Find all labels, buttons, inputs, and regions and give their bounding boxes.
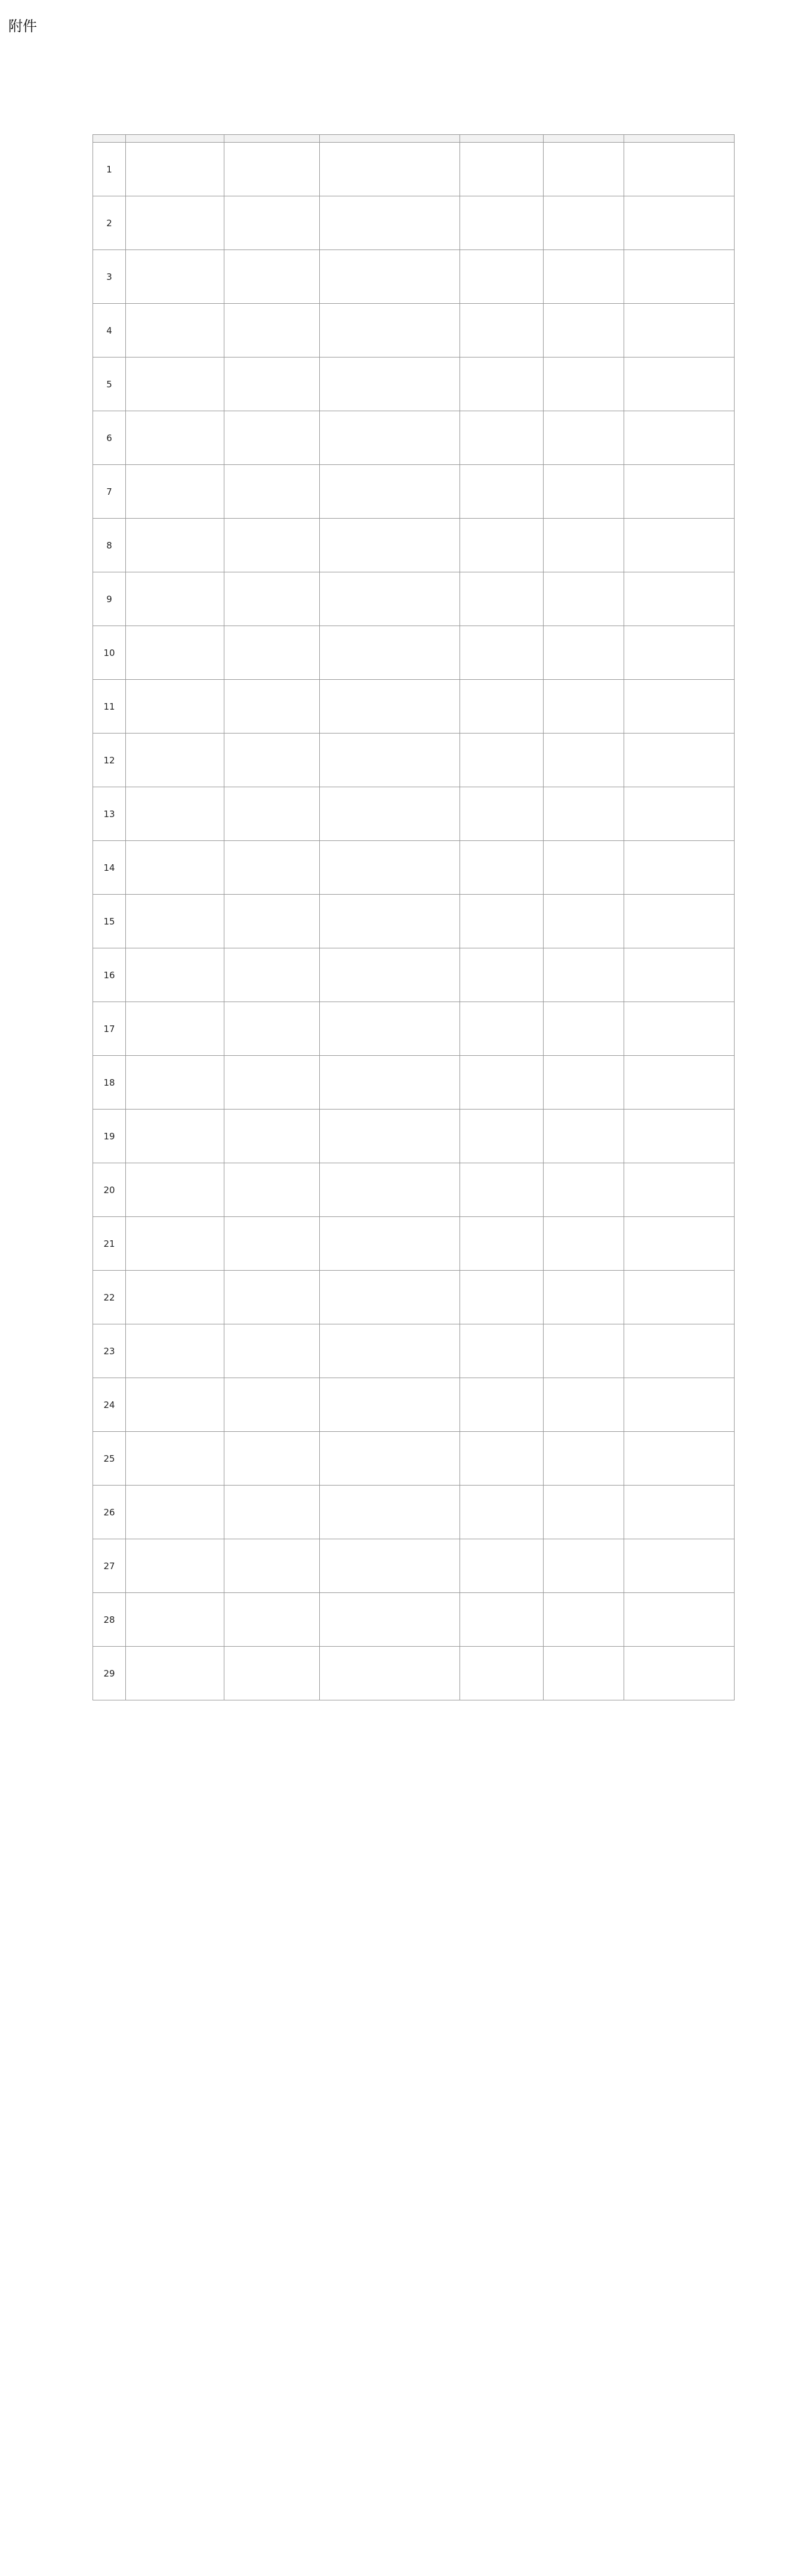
cell-stop-type <box>544 1056 624 1110</box>
cell-company <box>126 1486 224 1539</box>
cell-company <box>126 1217 224 1271</box>
cell-scope <box>320 626 460 680</box>
cell-stop-time <box>624 1378 735 1432</box>
table-row <box>93 948 735 1002</box>
cell-legal-rep <box>460 572 544 626</box>
cell-stop-time <box>624 1647 735 1700</box>
cell-stop-type <box>544 519 624 572</box>
table-row <box>93 841 735 895</box>
cell-address <box>224 680 320 734</box>
cell-stop-type <box>544 1324 624 1378</box>
cell-company <box>126 196 224 250</box>
cell-stop-type <box>544 1163 624 1217</box>
enterprise-info-table <box>92 134 735 1700</box>
cell-legal-rep <box>460 680 544 734</box>
cell-stop-time <box>624 680 735 734</box>
cell-no: 4 <box>93 304 126 358</box>
table-row <box>93 734 735 787</box>
cell-stop-time <box>624 895 735 948</box>
cell-legal-rep <box>460 1217 544 1271</box>
table-row <box>93 1163 735 1217</box>
cell-scope <box>320 948 460 1002</box>
cell-stop-time <box>624 1539 735 1593</box>
cell-scope <box>320 680 460 734</box>
cell-legal-rep <box>460 1486 544 1539</box>
table-row <box>93 680 735 734</box>
cell-legal-rep <box>460 1324 544 1378</box>
cell-address <box>224 1432 320 1486</box>
cell-scope <box>320 411 460 465</box>
cell-stop-type <box>544 1378 624 1432</box>
cell-no: 19 <box>93 1110 126 1163</box>
cell-no: 20 <box>93 1163 126 1217</box>
cell-legal-rep <box>460 196 544 250</box>
cell-scope <box>320 1647 460 1700</box>
cell-stop-time <box>624 841 735 895</box>
cell-no: 29 <box>93 1647 126 1700</box>
cell-address <box>224 1163 320 1217</box>
cell-stop-type <box>544 1539 624 1593</box>
header-stop-type <box>544 135 624 143</box>
cell-stop-type <box>544 948 624 1002</box>
cell-stop-time <box>624 1432 735 1486</box>
cell-no: 6 <box>93 411 126 465</box>
cell-address <box>224 787 320 841</box>
cell-no: 18 <box>93 1056 126 1110</box>
cell-stop-type <box>544 1432 624 1486</box>
cell-stop-type <box>544 1110 624 1163</box>
cell-company <box>126 841 224 895</box>
cell-company <box>126 1002 224 1056</box>
cell-address <box>224 841 320 895</box>
cell-no: 8 <box>93 519 126 572</box>
cell-no: 13 <box>93 787 126 841</box>
cell-company <box>126 1056 224 1110</box>
cell-stop-time <box>624 304 735 358</box>
cell-legal-rep <box>460 787 544 841</box>
table-row <box>93 787 735 841</box>
cell-stop-time <box>624 519 735 572</box>
cell-address <box>224 1002 320 1056</box>
cell-company <box>126 1593 224 1647</box>
cell-stop-type <box>544 250 624 304</box>
cell-stop-time <box>624 411 735 465</box>
cell-company <box>126 787 224 841</box>
cell-stop-time <box>624 1056 735 1110</box>
cell-no: 21 <box>93 1217 126 1271</box>
cell-company <box>126 948 224 1002</box>
cell-company <box>126 734 224 787</box>
cell-scope <box>320 734 460 787</box>
cell-address <box>224 1271 320 1324</box>
cell-stop-type <box>544 1647 624 1700</box>
cell-stop-type <box>544 734 624 787</box>
cell-stop-time <box>624 250 735 304</box>
cell-no: 11 <box>93 680 126 734</box>
cell-company <box>126 1432 224 1486</box>
cell-legal-rep <box>460 143 544 196</box>
cell-no: 24 <box>93 1378 126 1432</box>
info-table-wrapper <box>92 134 734 1700</box>
cell-stop-type <box>544 787 624 841</box>
cell-no: 2 <box>93 196 126 250</box>
cell-stop-type <box>544 411 624 465</box>
cell-no: 1 <box>93 143 126 196</box>
table-row <box>93 196 735 250</box>
table-row <box>93 1593 735 1647</box>
cell-legal-rep <box>460 1432 544 1486</box>
cell-legal-rep <box>460 250 544 304</box>
cell-company <box>126 1324 224 1378</box>
cell-scope <box>320 1486 460 1539</box>
cell-legal-rep <box>460 1271 544 1324</box>
cell-stop-type <box>544 143 624 196</box>
cell-scope <box>320 1539 460 1593</box>
cell-scope <box>320 841 460 895</box>
cell-address <box>224 948 320 1002</box>
cell-scope <box>320 1110 460 1163</box>
cell-company <box>126 519 224 572</box>
cell-stop-time <box>624 1271 735 1324</box>
cell-stop-time <box>624 626 735 680</box>
table-row <box>93 895 735 948</box>
cell-company <box>126 143 224 196</box>
cell-scope <box>320 1163 460 1217</box>
cell-address <box>224 358 320 411</box>
cell-address <box>224 143 320 196</box>
cell-stop-time <box>624 948 735 1002</box>
cell-company <box>126 1647 224 1700</box>
cell-scope <box>320 1002 460 1056</box>
cell-address <box>224 734 320 787</box>
cell-company <box>126 358 224 411</box>
cell-scope <box>320 895 460 948</box>
header-no <box>93 135 126 143</box>
cell-stop-type <box>544 304 624 358</box>
cell-no: 17 <box>93 1002 126 1056</box>
cell-company <box>126 250 224 304</box>
header-address <box>224 135 320 143</box>
cell-no: 28 <box>93 1593 126 1647</box>
cell-scope <box>320 1432 460 1486</box>
cell-stop-time <box>624 1486 735 1539</box>
table-row <box>93 1002 735 1056</box>
cell-company <box>126 895 224 948</box>
table-row <box>93 1432 735 1486</box>
cell-no: 3 <box>93 250 126 304</box>
cell-stop-type <box>544 680 624 734</box>
cell-address <box>224 1217 320 1271</box>
cell-address <box>224 1486 320 1539</box>
cell-legal-rep <box>460 1378 544 1432</box>
cell-legal-rep <box>460 841 544 895</box>
header-legal-rep <box>460 135 544 143</box>
cell-no: 16 <box>93 948 126 1002</box>
cell-company <box>126 1163 224 1217</box>
cell-stop-type <box>544 1217 624 1271</box>
header-scope <box>320 135 460 143</box>
cell-scope <box>320 143 460 196</box>
cell-scope <box>320 1271 460 1324</box>
cell-scope <box>320 196 460 250</box>
table-row <box>93 1324 735 1378</box>
cell-stop-type <box>544 1002 624 1056</box>
cell-scope <box>320 1056 460 1110</box>
cell-scope <box>320 519 460 572</box>
table-row <box>93 1539 735 1593</box>
cell-scope <box>320 1593 460 1647</box>
table-row <box>93 304 735 358</box>
cell-address <box>224 895 320 948</box>
cell-legal-rep <box>460 626 544 680</box>
cell-legal-rep <box>460 1539 544 1593</box>
cell-legal-rep <box>460 304 544 358</box>
cell-legal-rep <box>460 411 544 465</box>
cell-scope <box>320 1378 460 1432</box>
cell-stop-time <box>624 734 735 787</box>
cell-address <box>224 411 320 465</box>
cell-address <box>224 626 320 680</box>
table-header-row <box>93 135 735 143</box>
cell-legal-rep <box>460 519 544 572</box>
cell-no: 12 <box>93 734 126 787</box>
table-row <box>93 626 735 680</box>
cell-scope <box>320 465 460 519</box>
table-row <box>93 572 735 626</box>
header-company <box>126 135 224 143</box>
table-header <box>93 135 735 143</box>
table-row <box>93 1271 735 1324</box>
cell-legal-rep <box>460 358 544 411</box>
cell-scope <box>320 787 460 841</box>
cell-legal-rep <box>460 465 544 519</box>
table-row <box>93 143 735 196</box>
cell-address <box>224 1324 320 1378</box>
cell-no: 14 <box>93 841 126 895</box>
cell-stop-type <box>544 465 624 519</box>
table-row <box>93 1486 735 1539</box>
header-stop-time <box>624 135 735 143</box>
cell-no: 25 <box>93 1432 126 1486</box>
table-row <box>93 250 735 304</box>
cell-address <box>224 1593 320 1647</box>
cell-stop-type <box>544 1486 624 1539</box>
cell-scope <box>320 1324 460 1378</box>
table-row <box>93 1217 735 1271</box>
cell-legal-rep <box>460 948 544 1002</box>
cell-stop-time <box>624 572 735 626</box>
cell-legal-rep <box>460 1593 544 1647</box>
cell-scope <box>320 1217 460 1271</box>
table-row <box>93 1647 735 1700</box>
cell-address <box>224 572 320 626</box>
cell-stop-time <box>624 358 735 411</box>
attachment-label: 附件 <box>8 18 37 35</box>
cell-stop-type <box>544 626 624 680</box>
cell-company <box>126 1539 224 1593</box>
cell-no: 26 <box>93 1486 126 1539</box>
cell-address <box>224 1056 320 1110</box>
cell-scope <box>320 572 460 626</box>
cell-stop-time <box>624 143 735 196</box>
cell-no: 23 <box>93 1324 126 1378</box>
cell-stop-time <box>624 196 735 250</box>
cell-stop-time <box>624 465 735 519</box>
cell-stop-time <box>624 1110 735 1163</box>
cell-legal-rep <box>460 895 544 948</box>
cell-no: 10 <box>93 626 126 680</box>
cell-address <box>224 304 320 358</box>
cell-no: 27 <box>93 1539 126 1593</box>
cell-no: 9 <box>93 572 126 626</box>
cell-company <box>126 626 224 680</box>
table-row <box>93 1056 735 1110</box>
cell-company <box>126 1271 224 1324</box>
cell-company <box>126 1378 224 1432</box>
table-row <box>93 1378 735 1432</box>
cell-stop-type <box>544 196 624 250</box>
cell-company <box>126 411 224 465</box>
cell-address <box>224 1110 320 1163</box>
cell-stop-time <box>624 787 735 841</box>
cell-address <box>224 250 320 304</box>
cell-address <box>224 519 320 572</box>
cell-legal-rep <box>460 1110 544 1163</box>
cell-company <box>126 304 224 358</box>
cell-scope <box>320 250 460 304</box>
cell-address <box>224 196 320 250</box>
cell-stop-type <box>544 358 624 411</box>
cell-stop-time <box>624 1217 735 1271</box>
cell-no: 15 <box>93 895 126 948</box>
table-row <box>93 465 735 519</box>
cell-legal-rep <box>460 734 544 787</box>
table-row <box>93 358 735 411</box>
cell-no: 5 <box>93 358 126 411</box>
cell-no: 22 <box>93 1271 126 1324</box>
cell-company <box>126 680 224 734</box>
cell-scope <box>320 304 460 358</box>
table-row <box>93 411 735 465</box>
cell-address <box>224 1647 320 1700</box>
cell-stop-time <box>624 1593 735 1647</box>
cell-scope <box>320 358 460 411</box>
cell-company <box>126 1110 224 1163</box>
cell-stop-type <box>544 1271 624 1324</box>
cell-stop-type <box>544 572 624 626</box>
cell-no: 7 <box>93 465 126 519</box>
cell-stop-type <box>544 1593 624 1647</box>
cell-stop-time <box>624 1002 735 1056</box>
cell-stop-time <box>624 1324 735 1378</box>
cell-legal-rep <box>460 1056 544 1110</box>
cell-stop-type <box>544 895 624 948</box>
cell-stop-type <box>544 841 624 895</box>
table-row <box>93 519 735 572</box>
cell-address <box>224 465 320 519</box>
cell-legal-rep <box>460 1163 544 1217</box>
cell-legal-rep <box>460 1647 544 1700</box>
cell-address <box>224 1378 320 1432</box>
table-body <box>93 143 735 1700</box>
cell-company <box>126 572 224 626</box>
table-row <box>93 1110 735 1163</box>
cell-stop-time <box>624 1163 735 1217</box>
cell-company <box>126 465 224 519</box>
cell-legal-rep <box>460 1002 544 1056</box>
cell-address <box>224 1539 320 1593</box>
